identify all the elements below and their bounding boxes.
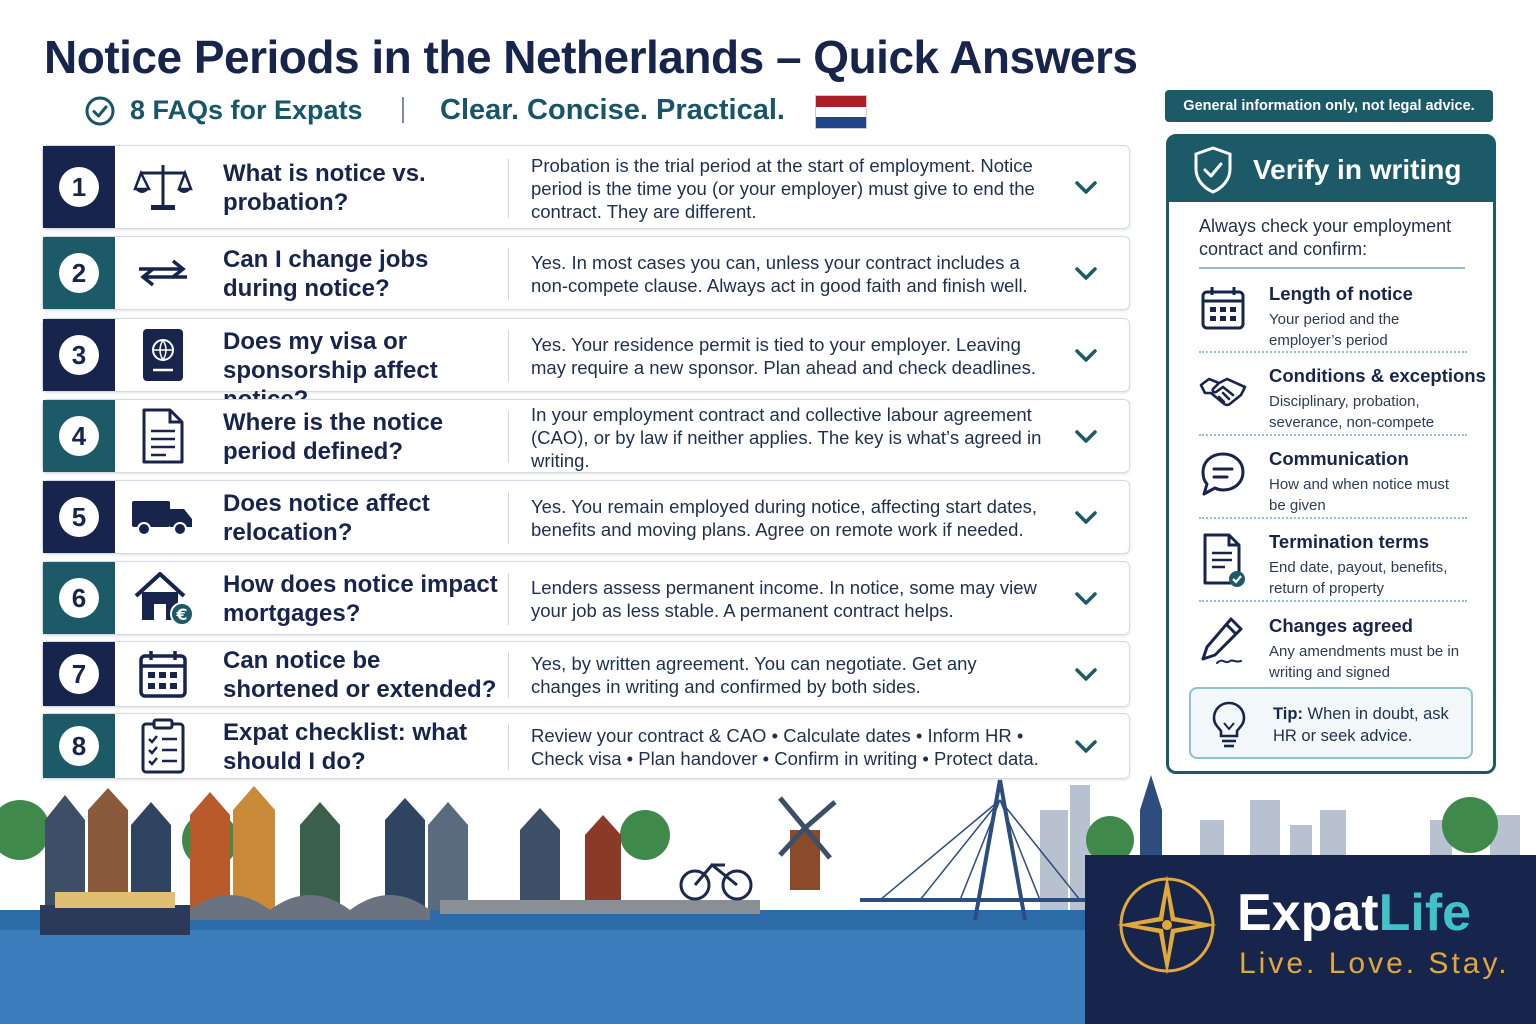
faq-number: 3 [59,335,99,375]
verify-item-desc: End date, payout, benefits, return of property [1269,559,1448,597]
chevron-down-icon[interactable] [1073,505,1099,531]
divider [508,411,509,463]
verify-item-title: Communication [1269,448,1409,469]
divider [508,248,509,300]
divider [1199,600,1467,602]
faq-question: How does notice impact mortgages? [223,571,498,627]
faq-item-1[interactable] [42,145,1130,229]
document-check-icon [1197,531,1249,589]
verify-item-desc: Disciplinary, probation, severance, non-compete [1269,393,1435,431]
chevron-down-icon[interactable] [1073,424,1099,450]
divider [508,724,509,770]
faq-question: Can notice be shortened or extended? [223,647,497,703]
calendar-icon [115,642,211,706]
verify-item-title: Changes agreed [1269,615,1413,636]
checklist-icon [115,714,211,778]
pen-icon [1197,615,1249,667]
verify-title: Verify in writing [1253,153,1462,185]
calendar-icon [1197,283,1249,335]
divider [1199,351,1467,353]
faq-answer: Probation is the trial period at the start of employment. Notice period is the time you (or your employer) must give to end the contract. They are different. [531,155,1035,222]
divider [508,652,509,698]
chevron-down-icon[interactable] [1073,586,1099,612]
divider [508,492,509,544]
handshake-icon [1197,365,1249,417]
divider [508,330,509,382]
verify-item-desc: Your period and the employer’s period [1269,311,1400,349]
faq-number-badge [43,562,115,634]
faq-question: Where is the notice period defined? [223,409,444,465]
faq-answer: Lenders assess permanent income. In notice, some may view your job as less stable. A permanent contract helps. [531,577,1037,621]
check-circle-icon [84,95,116,127]
subtitle-tagline: Clear. Concise. Practical. [440,94,785,126]
shield-check-icon [1191,145,1235,195]
verify-intro: Always check your employment contract and confirm: [1199,216,1452,259]
verify-item-title: Conditions & exceptions [1269,365,1486,386]
tip-text: Tip: When in doubt, ask HR or seek advice. [1273,705,1449,745]
verify-item-desc: Any amendments must be in writing and signed [1269,643,1460,681]
faq-number: 1 [59,167,99,207]
brand-name: ExpatLife [1237,884,1472,942]
faq-answer: Review your contract & CAO • Calculate dates • Inform HR • Check visa • Plan handover • Confirm in writing • Protect data. [531,725,1039,769]
divider [1199,517,1467,519]
faq-question: Can I change jobs during notice? [223,246,429,302]
faq-number: 8 [59,726,99,766]
brand-block [1085,855,1536,1024]
faq-question: What is notice vs. probation? [223,160,426,216]
faq-item-3[interactable] [42,318,1130,392]
subtitle-faqs: 8 FAQs for Expats [130,95,363,125]
speech-bubble-icon [1197,448,1249,500]
truck-icon [115,481,211,553]
faq-number-badge [43,481,115,553]
svg-text:€: € [176,605,188,624]
verify-panel [1166,134,1496,774]
faq-question: Does notice affect relocation? [223,490,430,546]
arrows-icon [115,237,211,309]
faq-item-2[interactable] [42,236,1130,310]
faq-answer: Yes. You remain employed during notice, affecting start dates, benefits and moving plans. Agree on remote work if needed. [531,496,1037,540]
faq-item-5[interactable] [42,480,1130,554]
scales-icon [115,146,211,228]
faq-number-badge [43,400,115,472]
verify-header [1169,137,1493,202]
divider [1199,267,1465,269]
house-euro-icon [115,562,211,634]
faq-answer: Yes. Your residence permit is tied to your employer. Leaving may require a new sponsor. Plan ahead and check deadlines. [531,334,1036,378]
chevron-down-icon[interactable] [1073,175,1099,201]
faq-item-7[interactable] [42,641,1130,707]
document-icon [115,400,211,472]
faq-number-badge [43,146,115,228]
faq-number-badge [43,714,115,778]
faq-number-badge [43,642,115,706]
compass-logo-icon [1113,871,1221,979]
lightbulb-icon [1209,699,1249,749]
page-title: Notice Periods in the Netherlands – Quick Answers [44,31,1138,83]
faq-item-6[interactable] [42,561,1130,635]
disclaimer-badge: General information only, not legal advice. [1165,90,1493,122]
divider [508,573,509,625]
subtitle-separator [402,97,404,123]
faq-number-badge [43,319,115,391]
faq-number: 2 [59,253,99,293]
verify-item-title: Length of notice [1269,283,1413,304]
passport-icon [115,319,211,391]
faq-number: 4 [59,416,99,456]
faq-number: 5 [59,497,99,537]
faq-question: Expat checklist: what should I do? [223,719,468,775]
faq-question: Does my visa or sponsorship affect [223,328,438,384]
chevron-down-icon[interactable] [1073,343,1099,369]
faq-item-4[interactable] [42,399,1130,473]
chevron-down-icon[interactable] [1073,662,1099,688]
divider [508,159,509,218]
faq-number: 6 [59,578,99,618]
divider [1199,434,1467,436]
faq-answer: In your employment contract and collective labour agreement (CAO), or by law if neither applies. The key is what’s agreed in writing. [531,404,1042,471]
brand-tagline: Live. Love. Stay. [1239,947,1510,980]
faq-number-badge [43,237,115,309]
faq-answer: Yes, by written agreement. You can negotiate. Get any changes in writing and confirmed by both sides. [531,653,977,697]
verify-item-title: Termination terms [1269,531,1430,552]
faq-number: 7 [59,654,99,694]
verify-item-desc: How and when notice must be given [1269,476,1450,514]
faq-answer: Yes. In most cases you can, unless your contract includes a non-compete clause. Always act in good faith and finish well. [531,252,1028,296]
chevron-down-icon[interactable] [1073,261,1099,287]
netherlands-flag-icon [815,95,867,129]
chevron-down-icon[interactable] [1073,734,1099,760]
tip-box [1189,687,1473,759]
